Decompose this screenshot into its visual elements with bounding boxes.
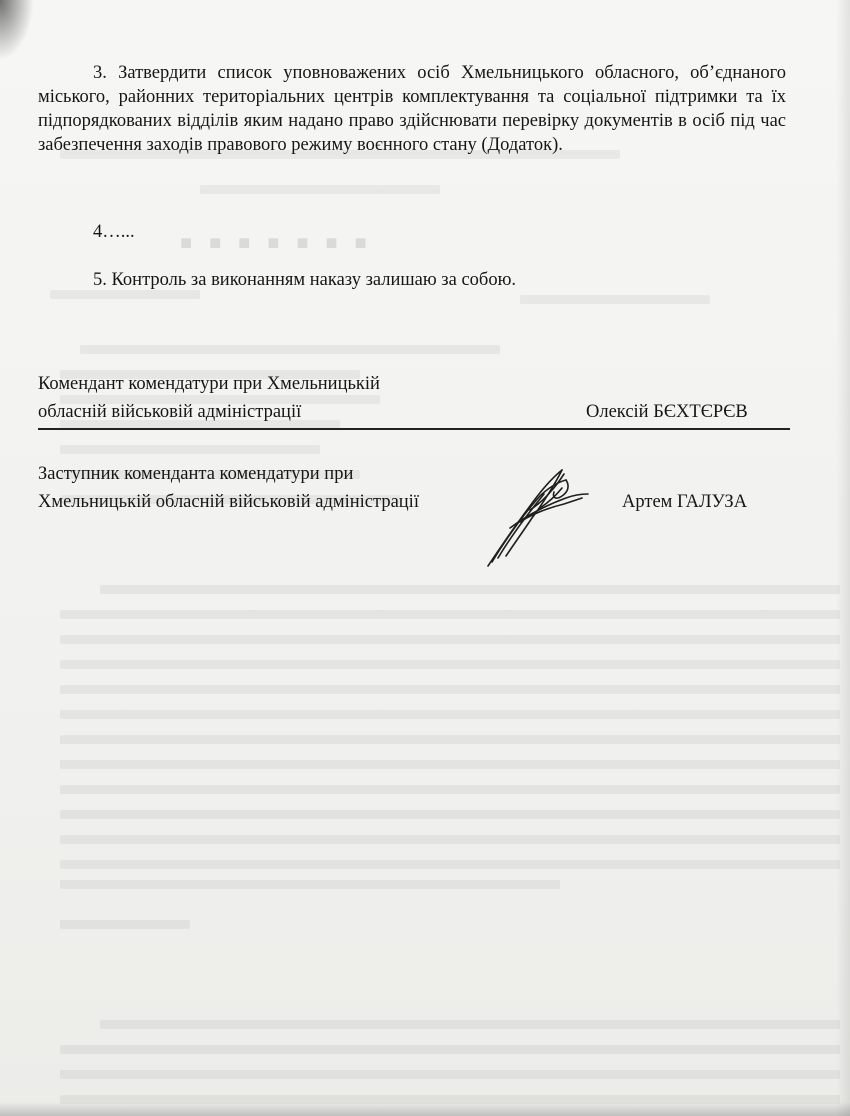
signatory-2-title-line-2: Хмельницькій обласній військовій адміністрації: [38, 492, 419, 512]
signatory-2-name: Артем ГАЛУЗА: [622, 492, 748, 512]
signatory-1-name: Олексій БЄХТЄРЄВ: [586, 402, 748, 422]
scan-shadow-bottom: [0, 1102, 850, 1116]
scan-shadow-right: [836, 0, 850, 1116]
signatory-1-title-line-2: обласній військовій адміністрації: [38, 402, 302, 422]
signatory-1-title-line-1: Комендант комендатури при Хмельницькій: [38, 374, 380, 394]
paragraph-4: 4…...: [93, 222, 135, 242]
signature-divider-line: [38, 428, 790, 430]
bleed-through-background: ■ ■ ■ ■ ■ ■ ■: [0, 0, 850, 1116]
paragraph-3: 3. Затвердити список уповноважених осіб Хмельницького обласного, об’єднаного міського, районних територіальних центрів комплектування та соціальної підтримки та їх підпорядкованих відділів яким надано право здійснювати перевірку документів в осіб під час забезпечення заходів правового режиму воєнного стану (Додаток).: [38, 63, 786, 155]
scan-shadow-corner: [0, 0, 34, 60]
signatory-2-title-line-1: Заступник коменданта комендатури при: [38, 464, 354, 484]
handwritten-signature: [470, 458, 600, 578]
paragraph-5: 5. Контроль за виконанням наказу залишаю за собою.: [93, 270, 517, 290]
